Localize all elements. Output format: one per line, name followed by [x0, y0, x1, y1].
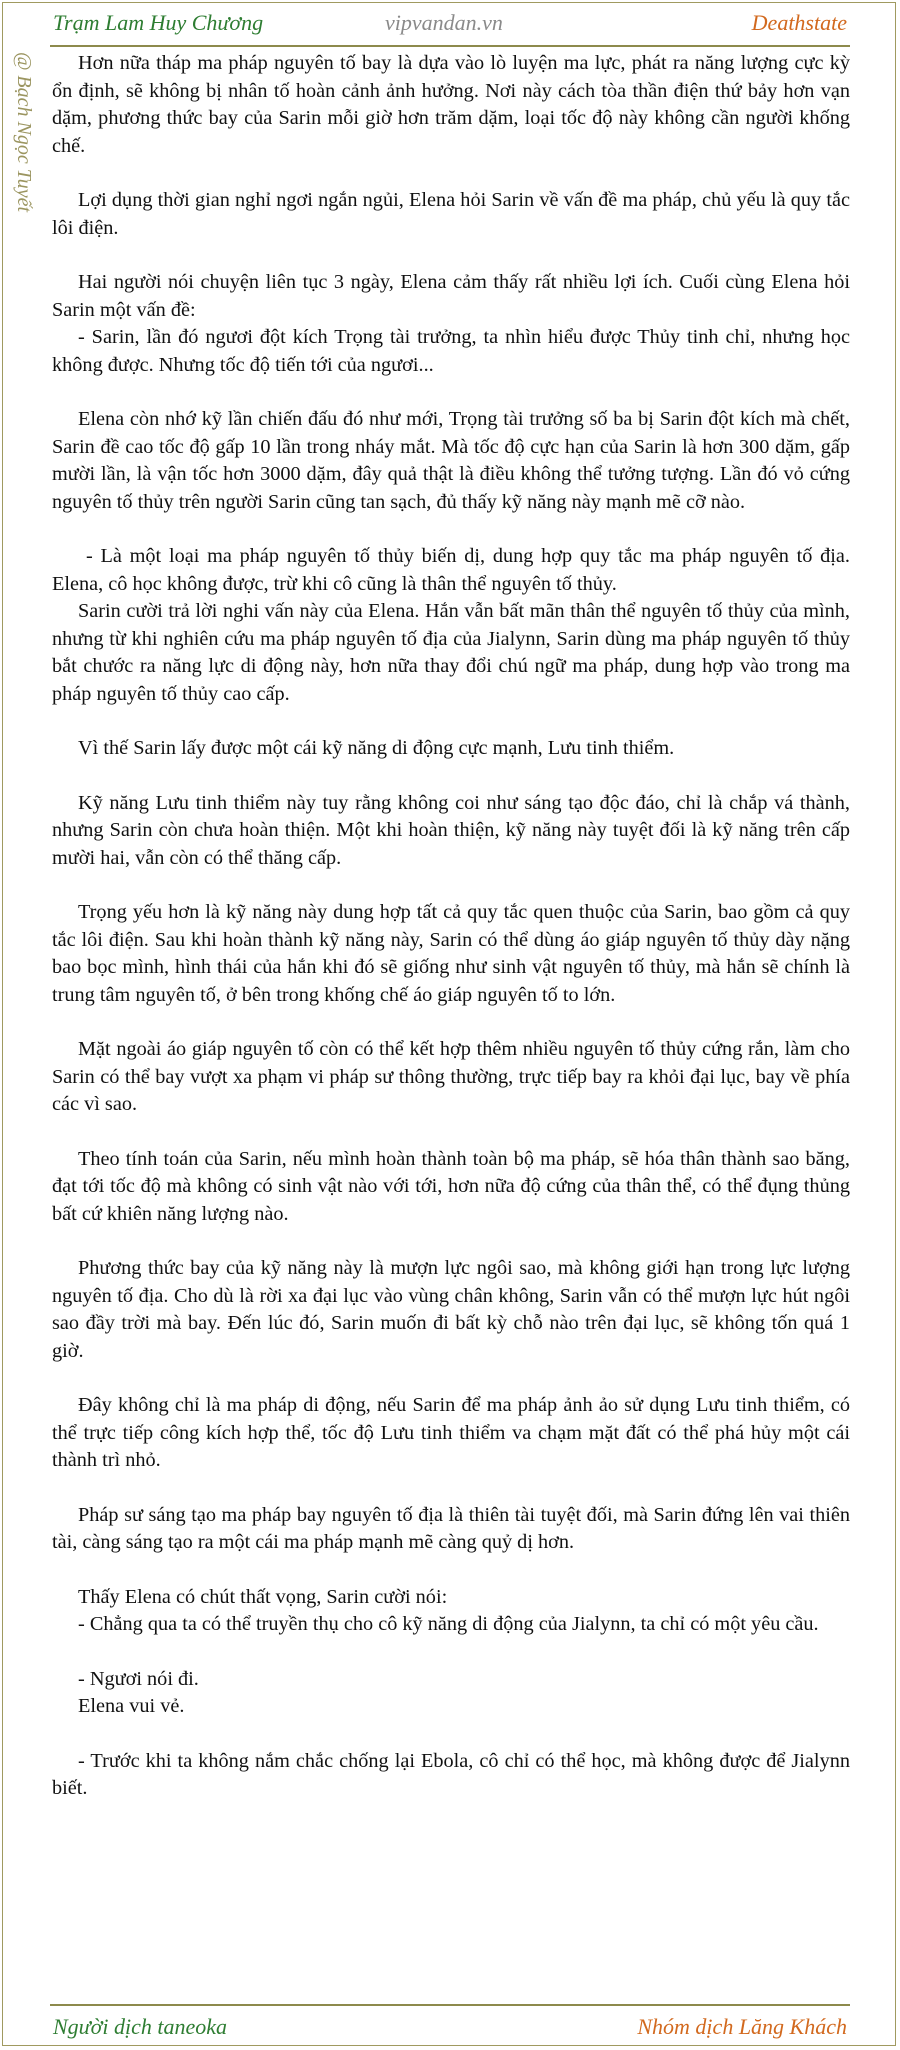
header-right-title: Deathstate — [751, 10, 847, 35]
paragraph: Kỹ năng Lưu tinh thiểm này tuy rằng không coi như sáng tạo độc đáo, chỉ là chắp vá thành, nhưng Sarin còn chưa hoàn thiện. Một khi hoàn thiện, kỹ năng này tuyệt đối là kỹ năng trên cấp mười hai, vẫn còn có thể thăng cấp. — [52, 791, 850, 869]
footer-translator: Người dịch taneoka — [53, 2014, 228, 2039]
footer-divider — [50, 2004, 850, 2006]
paragraph: Hai người nói chuyện liên tục 3 ngày, Elena cảm thấy rất nhiều lợi ích. Cuối cùng Elena hỏi Sarin một vấn đề: — [52, 271, 850, 321]
paragraph: Đây không chỉ là ma pháp di động, nếu Sarin để ma pháp ảnh ảo sử dụng Lưu tinh thiểm, có thể trực tiếp công kích hợp thể, tốc độ Lưu tinh thiểm va chạm mặt đất có thể phá hủy một cái thành trì nhỏ. — [52, 1394, 850, 1471]
paragraph: Elena vui vẻ. — [78, 1695, 185, 1717]
paragraph: Lợi dụng thời gian nghỉ ngơi ngắn ngủi, Elena hỏi Sarin về vấn đề ma pháp, chủ yếu là quy tắc lôi điện. — [52, 189, 850, 239]
header-site: vipvandan.vn — [385, 10, 503, 35]
dialogue-line: - Ngươi nói đi. — [78, 1667, 199, 1690]
paragraph: Sarin cười trả lời nghi vấn này của Elena. Hắn vẫn bất mãn thân thể nguyên tố thủy của mình, nhưng từ khi nghiên cứu ma pháp nguyên tố địa của Jialynn, Sarin dùng ma pháp nguyên tố thủy bắt chước ra năng lực di động này, hơn nữa thay đổi chú ngữ ma pháp, dung hợp vào trong ma pháp nguyên tố thủy cao cấp. — [52, 600, 850, 705]
paragraph: Thấy Elena có chút thất vọng, Sarin cười nói: — [78, 1585, 448, 1608]
page-footer — [0, 2008, 900, 2044]
paragraph: Trọng yếu hơn là kỹ năng này dung hợp tất cả quy tắc quen thuộc của Sarin, bao gồm cả quy tắc lôi điện. Sau khi hoàn thành kỹ năng này, Sarin có thể dùng áo giáp nguyên tố thủy dày nặng bao bọc mình, hình thái của hắn khi đó sẽ giống như sinh vật nguyên tố thủy, mà hắn sẽ chính là trung tâm nguyên tố, ở bên trong khống chế áo giáp nguyên tố to lớn. — [52, 901, 850, 1006]
dialogue-line: - Là một loại ma pháp nguyên tố thủy biến dị, dung hợp quy tắc ma pháp nguyên tố địa. Elena, cô học không được, trừ khi cô cũng là thân thể nguyên tố thủy. — [52, 545, 850, 595]
paragraph: Mặt ngoài áo giáp nguyên tố còn có thể kết hợp thêm nhiều nguyên tố thủy cứng rắn, làm cho Sarin có thể bay vượt xa phạm vi pháp sư thông thường, trực tiếp bay ra khỏi đại lục, bay về phía các vì sao. — [52, 1038, 850, 1115]
paragraph: Pháp sư sáng tạo ma pháp bay nguyên tố địa là thiên tài tuyệt đối, mà Sarin đứng lên vai thiên tài, càng sáng tạo ra một cái ma pháp mạnh mẽ càng quỷ dị hơn. — [52, 1503, 850, 1553]
paragraph: Elena còn nhớ kỹ lần chiến đấu đó như mới, Trọng tài trưởng số ba bị Sarin đột kích mà chết, Sarin đề cao tốc độ gấp 10 lần trong nháy mắt. Mà tốc độ cực hạn của Sarin là hơn 300 dặm, gấp mười lần, là vận tốc hơn 3000 dặm, đây quả thật là điều không thể tưởng tượng. Lần đó vỏ cứng nguyên tố thủy trên người Sarin cũng tan sạch, đủ thấy kỹ năng này mạnh mẽ cỡ nào. — [52, 408, 850, 513]
dialogue-line: - Sarin, lần đó ngươi đột kích Trọng tài trưởng, ta nhìn hiểu được Thủy tinh chỉ, nhưng học không được. Nhưng tốc độ tiến tới của ngươi... — [52, 326, 850, 376]
dialogue-line: - Trước khi ta không nắm chắc chống lại Ebola, cô chỉ có thể học, mà không được để Jialynn biết. — [52, 1749, 850, 1799]
page-header — [0, 0, 900, 46]
side-credit: @ Bạch Ngọc Tuyết — [13, 52, 35, 213]
document-body — [52, 50, 850, 1803]
paragraph: Hơn nữa tháp ma pháp nguyên tố bay là dựa vào lò luyện ma lực, phát ra năng lượng cực kỳ ổn định, sẽ không bị nhân tố hoàn cảnh ảnh hưởng. Nơi này cách tòa thần điện thứ bảy hơn vạn dặm, phương thức bay của Sarin mỗi giờ hơn trăm dặm, loại tốc độ này không cần người khống chế. — [52, 52, 850, 157]
footer-group: Nhóm dịch Lăng Khách — [637, 2014, 847, 2039]
dialogue-line: - Chẳng qua ta có thể truyền thụ cho cô kỹ năng di động của Jialynn, ta chỉ có một yêu cầu. — [78, 1613, 819, 1635]
paragraph: Theo tính toán của Sarin, nếu mình hoàn thành toàn bộ ma pháp, sẽ hóa thân thành sao băng, đạt tới tốc độ mà không có sinh vật nào với tới, hơn nữa độ cứng của thân thể, có thể đụng thủng bất cứ khiên năng lượng nào. — [52, 1147, 850, 1225]
header-left-title: Trạm Lam Huy Chương — [53, 10, 264, 35]
paragraph: Phương thức bay của kỹ năng này là mượn lực ngôi sao, mà không giới hạn trong lực lượng nguyên tố địa. Cho dù là rời xa đại lục vào vùng chân không, Sarin vẫn có thể mượn lực hút ngôi sao đầy trời mà bay. Đến lúc đó, Sarin muốn đi bất kỳ chỗ nào trên đại lục, sẽ không tốn quá 1 giờ. — [52, 1257, 850, 1362]
paragraph: Vì thế Sarin lấy được một cái kỹ năng di động cực mạnh, Lưu tinh thiểm. — [78, 737, 675, 759]
header-divider — [50, 45, 850, 47]
